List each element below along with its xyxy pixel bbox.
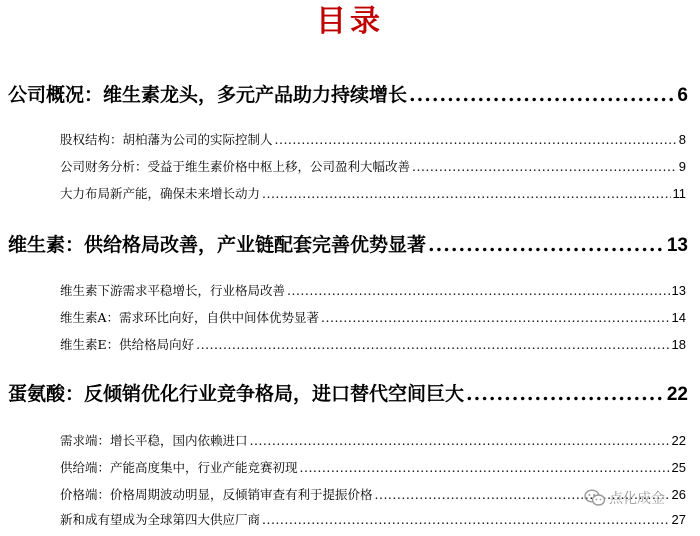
toc-leader xyxy=(287,283,670,298)
toc-subsection-2[interactable] xyxy=(60,157,686,175)
watermark-text: 点化成金 xyxy=(609,491,665,507)
toc-subsection-title: 维生素下游需求平稳增长，行业格局改善 xyxy=(60,283,286,298)
toc-leader xyxy=(275,132,677,147)
toc-leader xyxy=(250,433,670,448)
toc-section-title: 公司概况：维生素龙头，多元产品助力持续增长 xyxy=(8,84,408,106)
toc-subsection-4[interactable] xyxy=(60,281,686,299)
toc-subsection-1[interactable] xyxy=(60,130,686,148)
toc-leader xyxy=(262,512,670,527)
toc-subsection-title: 需求端：增长平稳，国内依赖进口 xyxy=(60,433,248,448)
toc-subsection-title: 新和成有望成为全球第四大供应厂商 xyxy=(60,512,261,527)
toc-subsection-title: 价格端：价格周期波动明显，反倾销审查有利于提振价格 xyxy=(60,487,373,502)
toc-subsection-6[interactable] xyxy=(60,335,686,353)
watermark xyxy=(584,488,665,508)
toc-subsection-8[interactable] xyxy=(60,458,686,476)
toc-page-number: 26 xyxy=(671,487,686,502)
toc-section-title: 蛋氨酸：反倾销优化行业竞争格局，进口替代空间巨大 xyxy=(8,383,465,405)
toc-page-number: 8 xyxy=(678,132,686,147)
toc-subsection-10[interactable] xyxy=(60,510,686,528)
toc-subsection-title: 维生素E：供给格局向好 xyxy=(60,337,195,352)
toc-leader xyxy=(321,310,670,325)
toc-section-3[interactable] xyxy=(8,379,688,406)
toc-section-2[interactable] xyxy=(8,230,688,257)
toc-subsection-5[interactable] xyxy=(60,308,686,326)
toc-page-number: 25 xyxy=(671,460,686,475)
toc-page-number: 18 xyxy=(671,337,686,352)
toc-page-number: 13 xyxy=(666,235,688,256)
toc-subsection-title: 供给端：产能高度集中，行业产能竞赛初现 xyxy=(60,460,298,475)
toc-page-number: 9 xyxy=(678,159,686,174)
page-title: 目录 xyxy=(316,4,384,39)
toc-page-number: 27 xyxy=(671,512,686,527)
toc-section-1[interactable] xyxy=(8,80,688,107)
toc-leader xyxy=(428,234,665,256)
toc-page-number: 6 xyxy=(677,85,688,106)
toc-leader xyxy=(196,337,669,352)
toc-leader xyxy=(412,159,677,174)
toc-subsection-title: 股权结构：胡柏藩为公司的实际控制人 xyxy=(60,132,273,147)
wechat-icon xyxy=(584,489,606,507)
toc-page-number: 22 xyxy=(671,433,686,448)
toc-page-number: 13 xyxy=(671,283,686,298)
toc-page-number: 14 xyxy=(671,310,686,325)
toc-section-title: 维生素：供给格局改善，产业链配套完善优势显著 xyxy=(8,234,427,256)
toc-subsection-7[interactable] xyxy=(60,431,686,449)
toc-subsection-3[interactable] xyxy=(60,184,686,202)
toc-leader xyxy=(262,186,670,201)
toc-subsection-title: 公司财务分析：受益于维生素价格中枢上移，公司盈利大幅改善 xyxy=(60,159,411,174)
toc-leader xyxy=(466,383,665,405)
toc-subsection-title: 维生素A：需求环比向好，自供中间体优势显著 xyxy=(60,310,320,325)
toc-page-number: 11 xyxy=(672,186,686,201)
toc-leader xyxy=(409,84,675,106)
toc-subsection-title: 大力布局新产能，确保未来增长动力 xyxy=(60,186,261,201)
toc-page-number: 22 xyxy=(666,384,688,405)
toc-leader xyxy=(300,460,670,475)
